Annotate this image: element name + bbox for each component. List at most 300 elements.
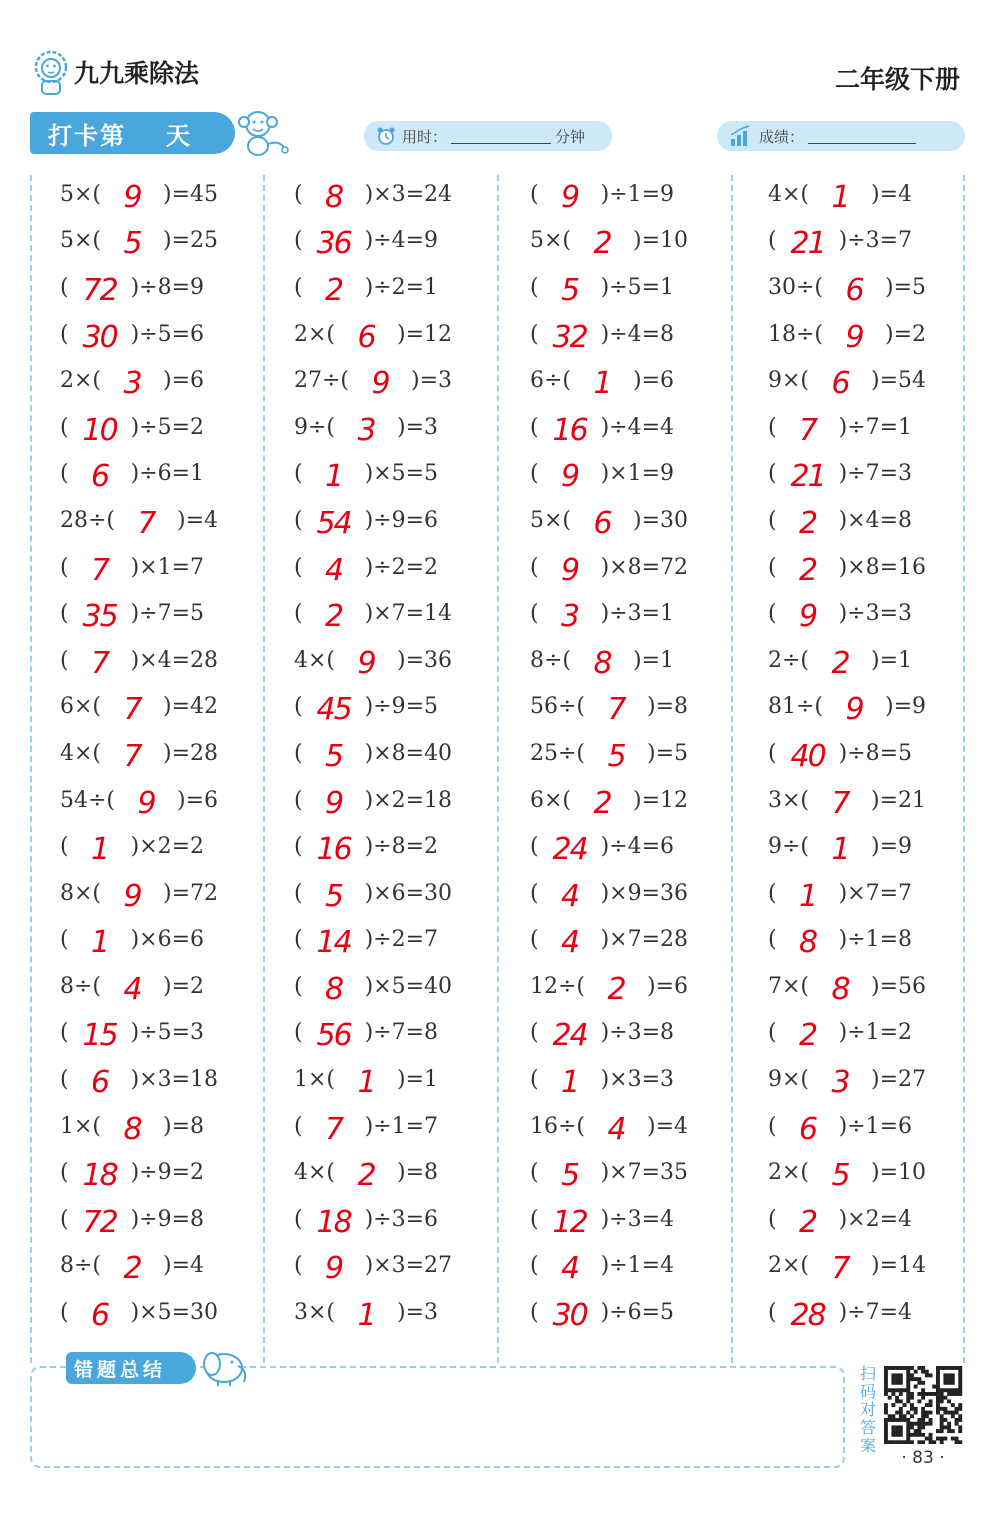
equation-row xyxy=(294,1243,524,1290)
equation-left: ( xyxy=(294,787,303,813)
answer-blank[interactable]: 5 xyxy=(561,1158,579,1194)
equation-left: 9×( xyxy=(768,368,810,394)
equation-right: )=4 xyxy=(163,1253,205,1279)
exercise-column-4 xyxy=(768,171,998,1336)
answer-blank[interactable]: 56 xyxy=(316,1018,351,1054)
equation-right: )=14 xyxy=(871,1253,927,1279)
equation-left: ( xyxy=(768,880,777,906)
equation-right: )÷2=7 xyxy=(364,927,439,953)
equation-row xyxy=(530,870,760,917)
equation-left: ( xyxy=(60,414,69,440)
equation-right: )=2 xyxy=(163,973,205,999)
equation-right: )×6=30 xyxy=(364,880,453,906)
equation-right: )×2=4 xyxy=(838,1206,913,1232)
score-field[interactable] xyxy=(717,121,965,151)
answer-blank[interactable]: 1 xyxy=(357,1065,375,1101)
equation-right: )÷7=3 xyxy=(838,461,913,487)
equation-row xyxy=(294,730,524,777)
answer-blank[interactable]: 21 xyxy=(790,226,825,262)
equation-right: )÷5=6 xyxy=(130,321,205,347)
equation-right: )×1=7 xyxy=(130,554,205,580)
equation-row xyxy=(768,311,998,358)
equation-row xyxy=(530,544,760,591)
equation-right: )×7=7 xyxy=(838,880,913,906)
equation-left: 18÷( xyxy=(768,321,824,347)
equation-right: )÷1=4 xyxy=(600,1253,675,1279)
equation-row xyxy=(60,637,290,684)
equation-row xyxy=(530,171,760,218)
equation-row xyxy=(530,684,760,731)
answer-blank[interactable]: 9 xyxy=(357,645,375,681)
equation-row xyxy=(530,218,760,265)
answer-blank[interactable]: 4 xyxy=(561,878,579,914)
equation-left: 6×( xyxy=(60,694,102,720)
equation-row xyxy=(60,171,290,218)
equation-left: ( xyxy=(768,1206,777,1232)
answer-blank[interactable]: 72 xyxy=(82,1204,117,1240)
answer-blank[interactable]: 4 xyxy=(561,1251,579,1287)
equation-left: ( xyxy=(768,228,777,254)
equation-right: )÷3=4 xyxy=(600,1206,675,1232)
answer-blank[interactable]: 6 xyxy=(91,1298,109,1334)
equation-right: )÷5=1 xyxy=(600,274,675,300)
equation-right: )=3 xyxy=(411,368,453,394)
equation-row xyxy=(60,1056,290,1103)
equation-right: )=12 xyxy=(633,787,689,813)
answer-blank[interactable]: 8 xyxy=(123,1111,141,1147)
equation-right: )=8 xyxy=(163,1113,205,1139)
equation-row xyxy=(60,404,290,451)
equation-row xyxy=(294,218,524,265)
answer-blank[interactable]: 1 xyxy=(831,179,849,215)
answer-blank[interactable]: 8 xyxy=(325,179,343,215)
equation-row xyxy=(768,730,998,777)
equation-left: ( xyxy=(768,461,777,487)
equation-right: )÷1=8 xyxy=(838,927,913,953)
time-unit: 分钟 xyxy=(555,127,586,146)
equation-right: )÷3=3 xyxy=(838,601,913,627)
equation-row xyxy=(530,777,760,824)
equation-right: )×3=3 xyxy=(600,1067,675,1093)
answer-blank[interactable]: 1 xyxy=(91,832,109,868)
equation-right: )÷9=2 xyxy=(130,1160,205,1186)
equation-left: ( xyxy=(294,834,303,860)
checkin-prefix: 打卡第 xyxy=(48,121,126,150)
equation-right: )=6 xyxy=(177,787,219,813)
answer-blank[interactable]: 2 xyxy=(799,1018,817,1054)
time-blank[interactable] xyxy=(451,128,551,144)
equation-row xyxy=(530,1243,760,1290)
answer-blank[interactable]: 9 xyxy=(561,179,579,215)
answer-blank[interactable]: 7 xyxy=(91,552,109,588)
answer-blank[interactable]: 36 xyxy=(316,226,351,262)
equation-left: ( xyxy=(60,1067,69,1093)
answer-blank[interactable]: 1 xyxy=(91,925,109,961)
equation-row xyxy=(530,1289,760,1336)
equation-left: ( xyxy=(768,1113,777,1139)
equation-row xyxy=(768,451,998,498)
equation-row xyxy=(768,404,998,451)
equation-left: ( xyxy=(60,274,69,300)
equation-right: )×2=18 xyxy=(364,787,453,813)
equation-row xyxy=(294,1010,524,1057)
answer-blank[interactable]: 5 xyxy=(325,878,343,914)
answer-blank[interactable]: 35 xyxy=(82,599,117,635)
equation-right: )=25 xyxy=(163,228,219,254)
answer-blank[interactable]: 8 xyxy=(831,971,849,1007)
equation-right: )=1 xyxy=(397,1067,439,1093)
equation-row xyxy=(294,1196,524,1243)
equation-right: )÷5=3 xyxy=(130,1020,205,1046)
equation-left: ( xyxy=(530,880,539,906)
answer-blank[interactable]: 9 xyxy=(123,179,141,215)
equation-right: )÷1=9 xyxy=(600,181,675,207)
answer-blank[interactable]: 1 xyxy=(593,366,611,402)
equation-right: )=27 xyxy=(871,1067,927,1093)
equation-right: )=9 xyxy=(871,834,913,860)
equation-right: )=5 xyxy=(885,274,927,300)
equation-right: )=4 xyxy=(177,507,219,533)
equation-left: 1×( xyxy=(294,1067,336,1093)
equation-left: 56÷( xyxy=(530,694,586,720)
answer-blank[interactable]: 6 xyxy=(357,319,375,355)
answer-blank[interactable]: 30 xyxy=(82,319,117,355)
equation-row xyxy=(294,544,524,591)
equation-row xyxy=(768,497,998,544)
answer-blank[interactable]: 4 xyxy=(123,971,141,1007)
answer-blank[interactable]: 9 xyxy=(137,785,155,821)
equation-right: )÷5=2 xyxy=(130,414,205,440)
answer-blank[interactable]: 2 xyxy=(593,226,611,262)
answer-blank[interactable]: 7 xyxy=(137,505,155,541)
equation-row xyxy=(530,823,760,870)
answer-blank[interactable]: 7 xyxy=(607,692,625,728)
equation-row xyxy=(60,823,290,870)
equation-row xyxy=(768,1243,998,1290)
answer-blank[interactable]: 6 xyxy=(831,366,849,402)
answer-blank[interactable]: 1 xyxy=(325,459,343,495)
equation-left: ( xyxy=(294,973,303,999)
answer-blank[interactable]: 8 xyxy=(593,645,611,681)
equation-left: ( xyxy=(768,601,777,627)
answer-blank[interactable]: 9 xyxy=(123,878,141,914)
equation-right: )×4=8 xyxy=(838,507,913,533)
answer-blank[interactable]: 1 xyxy=(831,832,849,868)
equation-right: )=42 xyxy=(163,694,219,720)
equation-row xyxy=(294,357,524,404)
equation-row xyxy=(60,1149,290,1196)
equation-row xyxy=(60,1103,290,1150)
equation-left: 54÷( xyxy=(60,787,116,813)
answer-blank[interactable]: 3 xyxy=(561,599,579,635)
equation-left: 5×( xyxy=(530,507,572,533)
answer-blank[interactable]: 5 xyxy=(561,272,579,308)
equation-left: ( xyxy=(294,601,303,627)
answer-blank[interactable]: 14 xyxy=(316,925,351,961)
equation-left: ( xyxy=(60,461,69,487)
equation-row xyxy=(294,684,524,731)
answer-blank[interactable]: 1 xyxy=(561,1065,579,1101)
equation-row xyxy=(60,777,290,824)
equation-row xyxy=(294,1103,524,1150)
equation-row xyxy=(768,357,998,404)
answer-blank[interactable]: 3 xyxy=(123,366,141,402)
equation-left: ( xyxy=(60,1300,69,1326)
qr-code-icon[interactable] xyxy=(880,1366,966,1444)
equation-right: )×5=40 xyxy=(364,973,453,999)
answer-blank[interactable]: 3 xyxy=(831,1065,849,1101)
equation-right: )=30 xyxy=(633,507,689,533)
answer-blank[interactable]: 2 xyxy=(799,505,817,541)
equation-row xyxy=(294,823,524,870)
answer-blank[interactable]: 5 xyxy=(831,1158,849,1194)
equation-left: ( xyxy=(60,1160,69,1186)
answer-blank[interactable]: 54 xyxy=(316,505,351,541)
answer-blank[interactable]: 9 xyxy=(845,319,863,355)
equation-row xyxy=(530,1196,760,1243)
answer-blank[interactable]: 5 xyxy=(325,738,343,774)
equation-left: ( xyxy=(294,694,303,720)
answer-blank[interactable]: 40 xyxy=(790,738,825,774)
equation-right: )=28 xyxy=(163,740,219,766)
exercise-column-2 xyxy=(294,171,524,1336)
equation-row xyxy=(530,1010,760,1057)
answer-blank[interactable]: 6 xyxy=(593,505,611,541)
equation-left: 5×( xyxy=(60,228,102,254)
equation-row xyxy=(530,637,760,684)
equation-right: )=4 xyxy=(871,181,913,207)
answer-blank[interactable]: 72 xyxy=(82,272,117,308)
answer-blank[interactable]: 21 xyxy=(790,459,825,495)
answer-blank[interactable]: 4 xyxy=(325,552,343,588)
equation-row xyxy=(60,684,290,731)
equation-left: ( xyxy=(530,601,539,627)
answer-blank[interactable]: 45 xyxy=(316,692,351,728)
answer-blank[interactable]: 28 xyxy=(790,1298,825,1334)
answer-blank[interactable]: 2 xyxy=(607,971,625,1007)
equation-left: 2÷( xyxy=(768,647,810,673)
answer-blank[interactable]: 2 xyxy=(799,1204,817,1240)
equation-row xyxy=(60,218,290,265)
bar-chart-icon xyxy=(729,125,753,147)
equation-row xyxy=(60,590,290,637)
equation-right: )=45 xyxy=(163,181,219,207)
answer-blank[interactable]: 7 xyxy=(123,692,141,728)
answer-blank[interactable]: 1 xyxy=(357,1298,375,1334)
equation-right: )=6 xyxy=(163,368,205,394)
answer-blank[interactable]: 9 xyxy=(845,692,863,728)
equation-right: )÷2=2 xyxy=(364,554,439,580)
equation-row xyxy=(294,171,524,218)
answer-blank[interactable]: 9 xyxy=(371,366,389,402)
equation-right: )÷4=4 xyxy=(600,414,675,440)
equation-left: ( xyxy=(768,554,777,580)
equation-row xyxy=(294,777,524,824)
equation-row xyxy=(530,917,760,964)
equation-left: ( xyxy=(294,228,303,254)
answer-blank[interactable]: 2 xyxy=(799,552,817,588)
equation-left: 16÷( xyxy=(530,1113,586,1139)
equation-row xyxy=(530,404,760,451)
answer-blank[interactable]: 15 xyxy=(82,1018,117,1054)
monkey-icon xyxy=(232,104,290,160)
equation-right: )÷8=9 xyxy=(130,274,205,300)
equation-right: )÷6=1 xyxy=(130,461,205,487)
answer-blank[interactable]: 7 xyxy=(325,1111,343,1147)
equation-right: )÷4=6 xyxy=(600,834,675,860)
equation-right: )÷3=1 xyxy=(600,601,675,627)
answer-blank[interactable]: 7 xyxy=(799,412,817,448)
answer-blank[interactable]: 2 xyxy=(325,599,343,635)
equation-left: ( xyxy=(768,507,777,533)
equation-left: ( xyxy=(530,1206,539,1232)
answer-blank[interactable]: 12 xyxy=(552,1204,587,1240)
equation-left: ( xyxy=(294,1113,303,1139)
time-label: 用时： xyxy=(402,127,448,146)
answer-blank[interactable]: 2 xyxy=(357,1158,375,1194)
mistake-summary-label: 错题总结 xyxy=(66,1352,196,1384)
equation-right: )=6 xyxy=(633,368,675,394)
answer-blank[interactable]: 18 xyxy=(82,1158,117,1194)
equation-right: )=72 xyxy=(163,880,219,906)
answer-blank[interactable]: 5 xyxy=(607,738,625,774)
equation-row xyxy=(294,963,524,1010)
answer-blank[interactable]: 10 xyxy=(82,412,117,448)
answer-blank[interactable]: 2 xyxy=(123,1251,141,1287)
equation-left: 4×( xyxy=(768,181,810,207)
equation-left: 6÷( xyxy=(530,368,572,394)
answer-blank[interactable]: 4 xyxy=(561,925,579,961)
answer-blank[interactable]: 6 xyxy=(91,1065,109,1101)
score-blank[interactable] xyxy=(808,128,916,144)
equation-right: )=36 xyxy=(397,647,453,673)
answer-blank[interactable]: 8 xyxy=(325,971,343,1007)
equation-row xyxy=(294,1149,524,1196)
equation-right: )×7=28 xyxy=(600,927,689,953)
answer-blank[interactable]: 7 xyxy=(123,738,141,774)
elephant-icon xyxy=(196,1344,252,1388)
equation-row xyxy=(530,1149,760,1196)
answer-blank[interactable]: 2 xyxy=(831,645,849,681)
equation-left: 7×( xyxy=(768,973,810,999)
answer-blank[interactable]: 7 xyxy=(831,785,849,821)
answer-blank[interactable]: 9 xyxy=(561,552,579,588)
equation-right: )×3=27 xyxy=(364,1253,453,1279)
answer-blank[interactable]: 24 xyxy=(552,832,587,868)
equation-left: ( xyxy=(294,1206,303,1232)
answer-blank[interactable]: 6 xyxy=(845,272,863,308)
equation-left: ( xyxy=(294,507,303,533)
answer-blank[interactable]: 3 xyxy=(357,412,375,448)
equation-row xyxy=(60,497,290,544)
equation-left: ( xyxy=(60,1206,69,1232)
exercise-column-3 xyxy=(530,171,760,1336)
equation-row xyxy=(768,1196,998,1243)
equation-row xyxy=(60,357,290,404)
answer-blank[interactable]: 9 xyxy=(799,599,817,635)
answer-blank[interactable]: 16 xyxy=(316,832,351,868)
answer-blank[interactable]: 7 xyxy=(831,1251,849,1287)
answer-blank[interactable]: 30 xyxy=(552,1298,587,1334)
equation-left: 1×( xyxy=(60,1113,102,1139)
answer-blank[interactable]: 5 xyxy=(123,226,141,262)
equation-left: 81÷( xyxy=(768,694,824,720)
equation-row xyxy=(530,451,760,498)
answer-blank[interactable]: 9 xyxy=(561,459,579,495)
equation-row xyxy=(530,357,760,404)
equation-left: 3×( xyxy=(294,1300,336,1326)
equation-left: ( xyxy=(530,414,539,440)
equation-right: )=10 xyxy=(871,1160,927,1186)
equation-left: ( xyxy=(530,927,539,953)
exercise-column-1 xyxy=(60,171,290,1336)
answer-blank[interactable]: 9 xyxy=(325,785,343,821)
equation-right: )=3 xyxy=(397,414,439,440)
answer-blank[interactable]: 2 xyxy=(325,272,343,308)
equation-right: )×8=40 xyxy=(364,740,453,766)
answer-blank[interactable]: 1 xyxy=(799,878,817,914)
time-field[interactable] xyxy=(364,121,612,151)
equation-row xyxy=(768,171,998,218)
equation-row xyxy=(294,264,524,311)
equation-right: )÷7=1 xyxy=(838,414,913,440)
answer-blank[interactable]: 8 xyxy=(799,925,817,961)
answer-blank[interactable]: 9 xyxy=(325,1251,343,1287)
equation-row xyxy=(768,1149,998,1196)
equation-row xyxy=(60,917,290,964)
equation-row xyxy=(60,1196,290,1243)
equation-left: 2×( xyxy=(60,368,102,394)
equation-row xyxy=(530,1056,760,1103)
answer-blank[interactable]: 6 xyxy=(799,1111,817,1147)
equation-left: ( xyxy=(768,1300,777,1326)
answer-blank[interactable]: 32 xyxy=(552,319,587,355)
equation-row xyxy=(768,963,998,1010)
equation-row xyxy=(60,1289,290,1336)
answer-blank[interactable]: 18 xyxy=(316,1204,351,1240)
equation-row xyxy=(530,264,760,311)
equation-row xyxy=(768,590,998,637)
equation-right: )=5 xyxy=(647,740,689,766)
equation-left: 12÷( xyxy=(530,973,586,999)
equation-row xyxy=(768,264,998,311)
equation-left: 25÷( xyxy=(530,740,586,766)
equation-row xyxy=(768,1056,998,1103)
equation-right: )÷1=6 xyxy=(838,1113,913,1139)
equation-row xyxy=(294,637,524,684)
equation-left: ( xyxy=(294,927,303,953)
equation-left: ( xyxy=(530,1160,539,1186)
answer-blank[interactable]: 24 xyxy=(552,1018,587,1054)
equation-row xyxy=(768,870,998,917)
equation-row xyxy=(294,917,524,964)
equation-right: )×7=14 xyxy=(364,601,453,627)
answer-blank[interactable]: 6 xyxy=(91,459,109,495)
answer-blank[interactable]: 16 xyxy=(552,412,587,448)
equation-row xyxy=(768,544,998,591)
equation-row xyxy=(768,917,998,964)
answer-blank[interactable]: 4 xyxy=(607,1111,625,1147)
equation-right: )÷7=5 xyxy=(130,601,205,627)
answer-blank[interactable]: 2 xyxy=(593,785,611,821)
answer-blank[interactable]: 7 xyxy=(91,645,109,681)
equation-row xyxy=(768,823,998,870)
equation-right: )=8 xyxy=(647,694,689,720)
equation-left: ( xyxy=(530,461,539,487)
equation-right: )=3 xyxy=(397,1300,439,1326)
checkin-suffix: 天 xyxy=(166,121,192,150)
equation-left: 8÷( xyxy=(60,973,102,999)
